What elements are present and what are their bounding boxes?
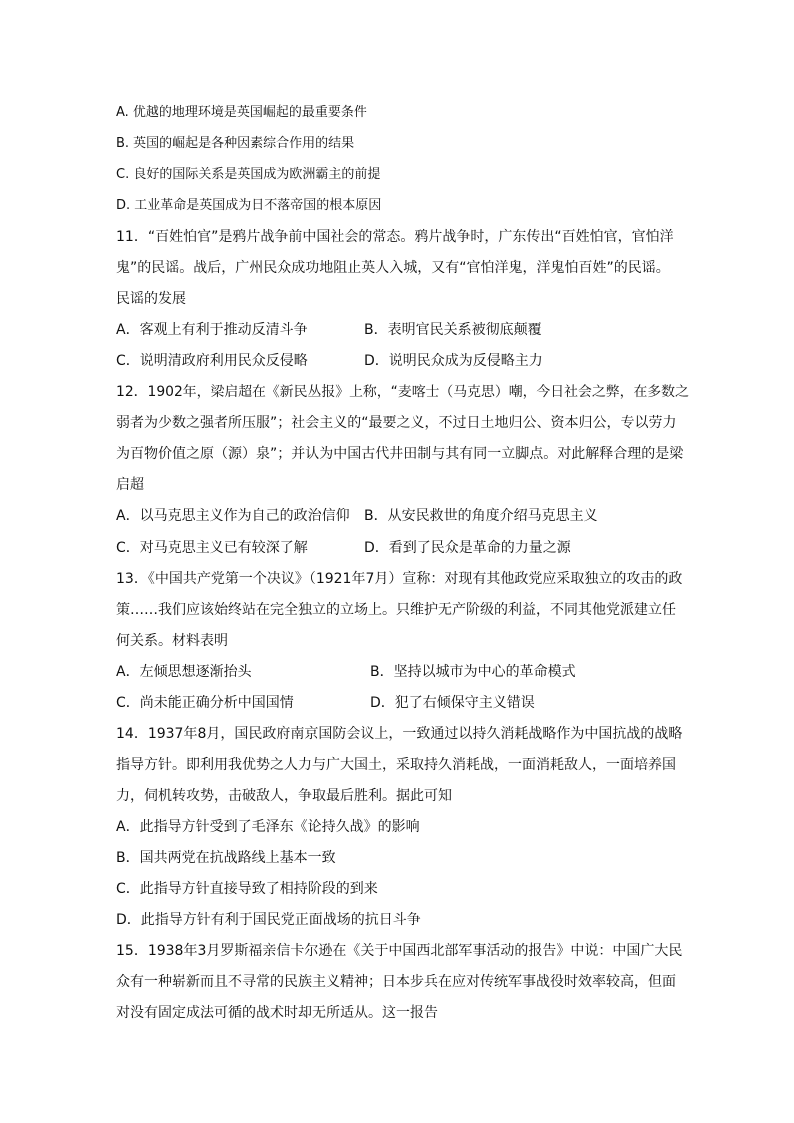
q11-option-b: B．表明官民关系被彻底颠覆: [364, 322, 542, 338]
q12-stem-line-1: 12．1902年，梁启超在《新民丛报》上称，“麦喀士（马克思）嘲，今日社会之弊，在多数之: [116, 384, 689, 400]
q15-stem-line-1: 15．1938年3月罗斯福亲信卡尔逊在《关于中国西北部军事活动的报告》中说：中国广大民: [116, 943, 683, 959]
q11-option-c: C．说明清政府利用民众反侵略: [116, 353, 308, 369]
q13-option-a: A．左倾思想逐渐抬头: [116, 664, 252, 680]
q14-stem-line-1: 14．1937年8月，国民政府南京国防会议上，一致通过以持久消耗战略作为中国抗战的战略: [116, 726, 683, 742]
q13-stem-line-2: 策……我们应该始终站在完全独立的立场上。只维护无产阶级的利益，不同其他党派建立任: [116, 602, 676, 618]
q14-option-c: C．此指导方针直接导致了相持阶段的到来: [116, 881, 378, 897]
q10-option-a: A. 优越的地理环境是英国崛起的最重要条件: [116, 105, 367, 120]
q12-option-d: D．看到了民众是革命的力量之源: [364, 540, 571, 556]
q14-option-b: B．国共两党在抗战路线上基本一致: [116, 850, 336, 866]
q13-option-c: C．尚未能正确分析中国国情: [116, 695, 294, 711]
q14-stem-line-2: 指导方针。即利用我优势之人力与广大国土，采取持久消耗战，一面消耗敌人，一面培养国: [116, 757, 676, 773]
q10-option-c: C. 良好的国际关系是英国成为欧洲霸主的前提: [116, 167, 381, 182]
q11-option-a: A．客观上有利于推动反清斗争: [116, 322, 308, 338]
q14-stem-line-3: 力，伺机转攻势，击破敌人，争取最后胜利。据此可知: [116, 788, 452, 804]
q12-option-c: C．对马克思主义已有较深了解: [116, 540, 308, 556]
q11-stem-line-1: 11．“百姓怕官”是鸦片战争前中国社会的常态。鸦片战争时，广东传出“百姓怕官，官怕洋: [116, 229, 674, 245]
q10-option-b: B. 英国的崛起是各种因素综合作用的结果: [116, 136, 355, 151]
q15-stem-line-3: 对没有固定成法可循的战术时却无所适从。这一报告: [116, 1005, 438, 1021]
q13-option-b: B．坚持以城市为中心的革命模式: [370, 664, 576, 680]
q13-option-d: D．犯了右倾保守主义错误: [370, 695, 535, 711]
q12-stem-line-4: 启超: [116, 477, 144, 493]
q11-stem-line-2: 鬼”的民谣。战后，广州民众成功地阻止英人入城，又有“官怕洋鬼，洋鬼怕百姓”的民谣。: [116, 260, 670, 276]
q13-stem-line-1: 13．《中国共产党第一个决议》（1921年7月）宣称：对现有其他政党应采取独立的攻击的政: [116, 571, 683, 587]
q12-option-a: A．以马克思主义作为自己的政治信仰: [116, 508, 350, 524]
q12-stem-line-3: 为百物价值之原（源）泉”；并认为中国古代井田制与其有同一立脚点。对此解释合理的是梁: [116, 446, 684, 462]
q12-stem-line-2: 弱者为少数之强者所压服”；社会主义的“最要之义，不过日土地归公、资本归公，专以劳力: [116, 415, 677, 431]
q15-stem-line-2: 众有一种崭新而且不寻常的民族主义精神；日本步兵在应对传统军事战役时效率较高，但面: [116, 974, 676, 990]
q10-option-d: D. 工业革命是英国成为日不落帝国的根本原因: [116, 198, 382, 213]
q12-option-b: B．从安民救世的角度介绍马克思主义: [364, 508, 598, 524]
q14-option-d: D．此指导方针有利于国民党正面战场的抗日斗争: [116, 912, 421, 928]
q11-stem-line-3: 民谣的发展: [116, 291, 186, 307]
q13-stem-line-3: 何关系。材料表明: [116, 633, 228, 649]
q14-option-a: A．此指导方针受到了毛泽东《论持久战》的影响: [116, 819, 420, 835]
q11-option-d: D．说明民众成为反侵略主力: [364, 353, 543, 369]
